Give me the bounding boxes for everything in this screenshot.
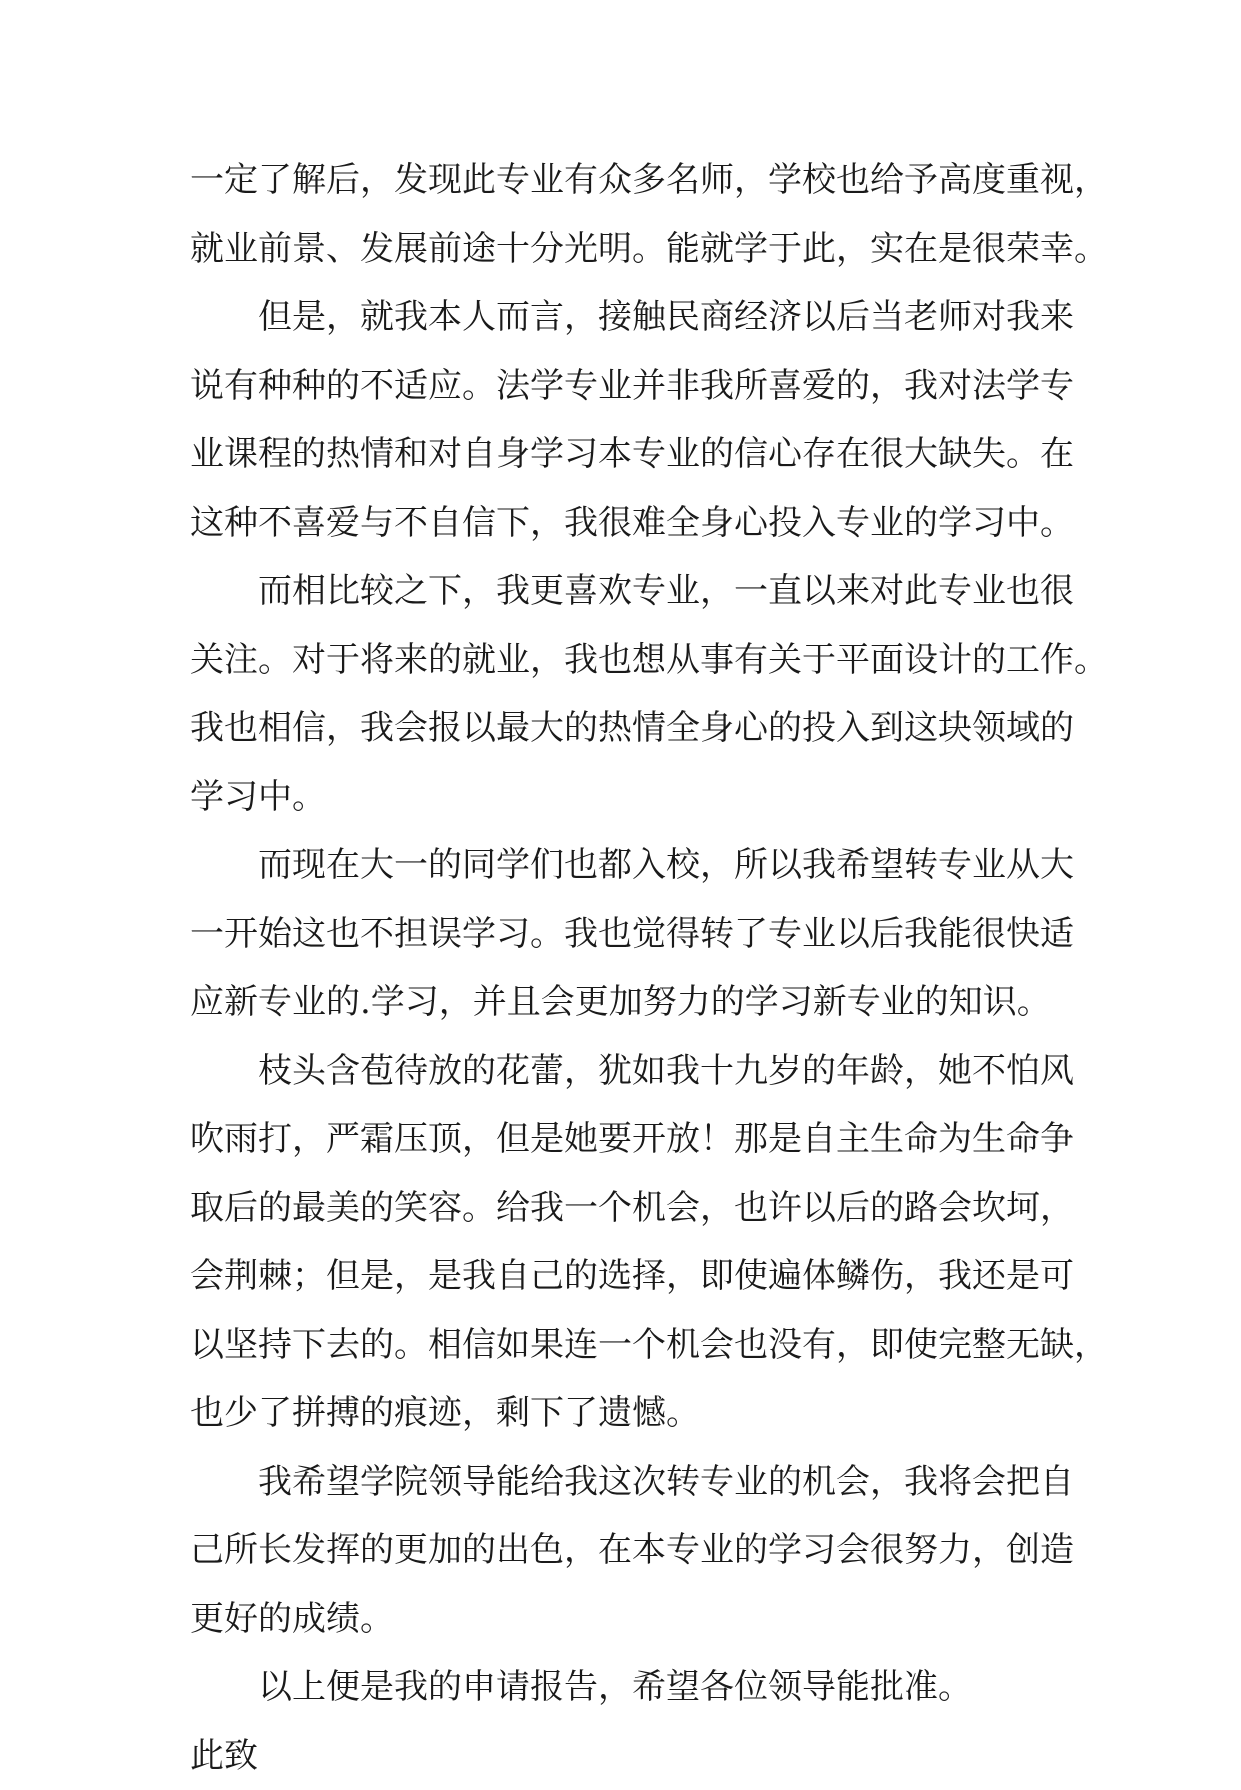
text-line: 这种不喜爱与不自信下，我很难全身心投入专业的学习中。 <box>190 489 1070 558</box>
text-line: 更好的成绩。 <box>190 1585 1070 1654</box>
text-line: 业课程的热情和对自身学习本专业的信心存在很大缺失。在 <box>190 420 1070 489</box>
paragraph-first-line: 而相比较之下，我更喜欢专业，一直以来对此专业也很 <box>190 557 1070 626</box>
text-line: 就业前景、发展前途十分光明。能就学于此，实在是很荣幸。 <box>190 215 1070 284</box>
text-line: 应新专业的.学习，并且会更加努力的学习新专业的知识。 <box>190 968 1070 1037</box>
text-line: 说有种种的不适应。法学专业并非我所喜爱的，我对法学专 <box>190 352 1070 421</box>
closing-salutation: 此致 <box>190 1722 1070 1790</box>
paragraph-first-line: 我希望学院领导能给我这次转专业的机会，我将会把自 <box>190 1448 1070 1517</box>
text-line: 一开始这也不担误学习。我也觉得转了专业以后我能很快适 <box>190 900 1070 969</box>
text-line: 会荆棘；但是，是我自己的选择，即使遍体鳞伤，我还是可 <box>190 1242 1070 1311</box>
text-line: 以坚持下去的。相信如果连一个机会也没有，即使完整无缺， <box>190 1311 1070 1380</box>
paragraph-first-line: 而现在大一的同学们也都入校，所以我希望转专业从大 <box>190 831 1070 900</box>
text-line: 关注。对于将来的就业，我也想从事有关于平面设计的工作。 <box>190 626 1070 695</box>
text-line: 也少了拼搏的痕迹，剩下了遗憾。 <box>190 1379 1070 1448</box>
text-line: 吹雨打，严霜压顶，但是她要开放！那是自主生命为生命争 <box>190 1105 1070 1174</box>
text-line: 我也相信，我会报以最大的热情全身心的投入到这块领域的 <box>190 694 1070 763</box>
letter-body <box>190 146 1070 1790</box>
text-line: 学习中。 <box>190 763 1070 832</box>
paragraph-first-line: 以上便是我的申请报告，希望各位领导能批准。 <box>190 1653 1070 1722</box>
paragraph-first-line: 枝头含苞待放的花蕾，犹如我十九岁的年龄，她不怕风 <box>190 1037 1070 1106</box>
text-line: 己所长发挥的更加的出色，在本专业的学习会很努力，创造 <box>190 1516 1070 1585</box>
text-line: 取后的最美的笑容。给我一个机会，也许以后的路会坎坷， <box>190 1174 1070 1243</box>
paragraph-first-line: 但是，就我本人而言，接触民商经济以后当老师对我来 <box>190 283 1070 352</box>
text-line: 一定了解后，发现此专业有众多名师，学校也给予高度重视， <box>190 146 1070 215</box>
